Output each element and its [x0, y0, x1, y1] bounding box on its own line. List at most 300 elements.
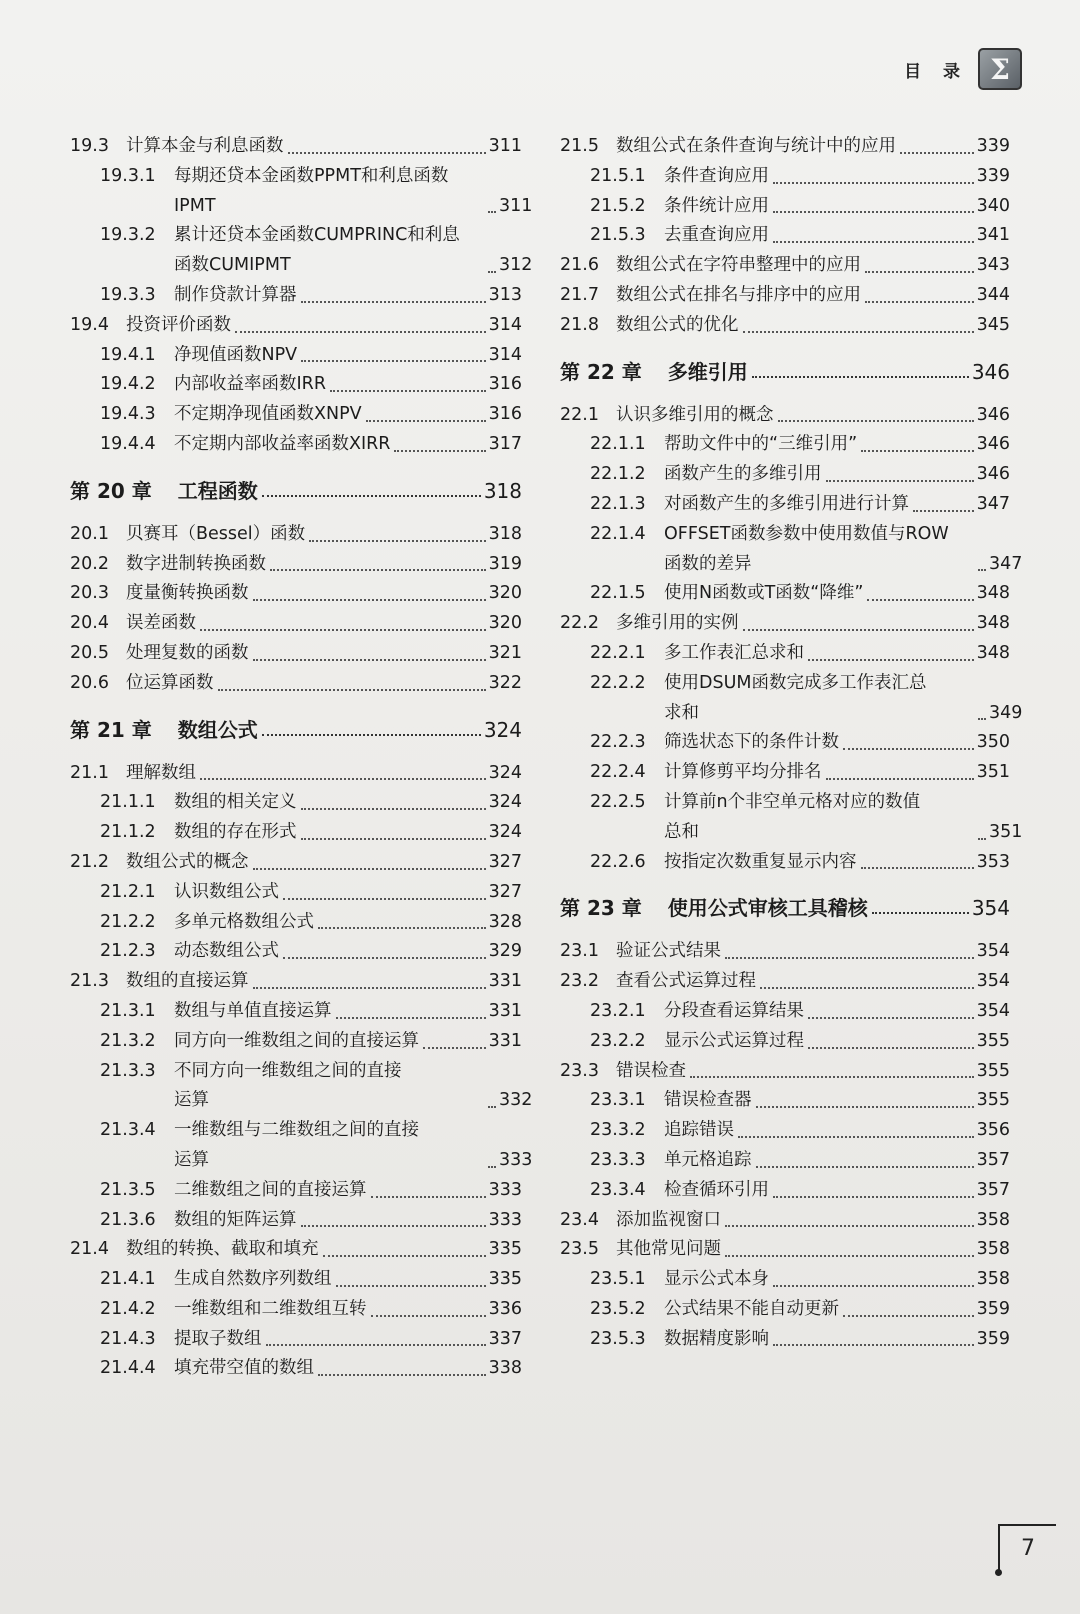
entry-page: 357 — [976, 1179, 1010, 1200]
entry-page: 353 — [976, 851, 1010, 872]
entry-number: 19.4.2 — [100, 374, 156, 395]
chapter-number: 第 22 章 — [560, 359, 642, 384]
dot-leader — [301, 1225, 486, 1227]
subsection-entry — [70, 221, 533, 281]
subsection-entry — [70, 1027, 522, 1057]
section-entry — [70, 759, 522, 789]
dot-leader — [756, 1166, 974, 1168]
entry-page: 355 — [976, 1060, 1010, 1081]
entry-page: 318 — [488, 523, 522, 544]
dot-leader — [270, 569, 486, 571]
entry-number: 21.1.1 — [100, 792, 156, 813]
dot-leader — [318, 927, 486, 929]
dot-leader — [865, 271, 974, 273]
entry-continuation — [100, 251, 532, 281]
entry-title: 数组公式在排名与排序中的应用 — [616, 284, 861, 305]
entry-title: 数组公式的优化 — [616, 314, 739, 335]
entry-page: 356 — [976, 1120, 1010, 1141]
entry-page: 335 — [488, 1269, 522, 1290]
entry-page: 351 — [976, 762, 1010, 783]
entry-number: 23.5.2 — [590, 1298, 646, 1319]
entry-page: 346 — [976, 404, 1010, 425]
dot-leader — [336, 1017, 486, 1019]
entry-title: 筛选状态下的条件计数 — [664, 732, 839, 753]
entry-page: 354 — [976, 971, 1010, 992]
section-entry — [560, 401, 1010, 431]
entry-title: 显示公式运算过程 — [664, 1030, 804, 1051]
dot-leader — [773, 1285, 974, 1287]
entry-title: 数组的转换、截取和填充 — [126, 1239, 319, 1260]
entry-page: 331 — [488, 1000, 522, 1021]
section-entry — [70, 520, 522, 550]
chapter-title: 使用公式审核工具稽核 — [667, 896, 868, 921]
subsection-entry — [70, 1354, 522, 1384]
subsection-entry — [560, 997, 1010, 1027]
subsection-entry — [70, 937, 522, 967]
section-entry — [560, 937, 1010, 967]
dot-leader — [808, 1047, 974, 1049]
dot-leader — [773, 241, 974, 243]
entry-number: 20.1 — [70, 523, 109, 544]
entry-title: 位运算函数 — [126, 672, 214, 693]
sigma-icon: Σ — [978, 48, 1022, 90]
entry-page: 343 — [976, 255, 1010, 276]
entry-title: 不定期内部收益率函数XIRR — [174, 433, 391, 454]
dot-leader — [330, 390, 486, 392]
entry-page: 320 — [488, 613, 522, 634]
section-entry — [70, 579, 522, 609]
entry-page: 358 — [976, 1269, 1010, 1290]
entry-title: 计算修剪平均分排名 — [664, 762, 822, 783]
subsection-entry — [70, 1176, 522, 1206]
entry-number: 21.1.2 — [100, 822, 156, 843]
entry-number: 22.1.5 — [590, 583, 646, 604]
section-entry — [70, 848, 522, 878]
dot-leader — [778, 420, 974, 422]
subsection-entry — [560, 758, 1010, 788]
section-entry — [70, 550, 522, 580]
entry-title: 生成自然数序列数组 — [174, 1269, 332, 1290]
entry-title-cont: IPMT — [174, 195, 216, 216]
entry-title: 一维数组与二维数组之间的直接 — [174, 1120, 419, 1141]
dot-leader — [235, 331, 486, 333]
subsection-entry — [70, 1295, 522, 1325]
entry-number: 22.2.6 — [590, 851, 646, 872]
subsection-entry — [70, 1057, 533, 1117]
entry-number: 23.1 — [560, 941, 599, 962]
entry-number: 20.5 — [70, 642, 109, 663]
section-entry — [70, 669, 522, 699]
subsection-entry — [560, 669, 1023, 729]
subsection-entry — [70, 878, 522, 908]
dot-leader — [743, 629, 974, 631]
entry-page: 322 — [488, 672, 522, 693]
toc-left-column — [70, 132, 533, 1384]
entry-page: 311 — [499, 195, 533, 216]
entry-page: 344 — [976, 284, 1010, 305]
subsection-entry — [70, 341, 522, 371]
entry-page: 346 — [976, 434, 1010, 455]
entry-page: 359 — [976, 1298, 1010, 1319]
entry-number: 21.4.4 — [100, 1358, 156, 1379]
dot-leader — [301, 360, 485, 362]
entry-number: 21.7 — [560, 284, 599, 305]
entry-page: 311 — [488, 136, 522, 156]
entry-number: 23.2 — [560, 971, 599, 992]
entry-number: 21.3.5 — [100, 1179, 156, 1200]
chapter-heading — [560, 357, 1010, 387]
entry-continuation — [100, 192, 532, 222]
subsection-entry — [70, 281, 522, 311]
dot-leader — [752, 376, 969, 378]
dot-leader — [262, 734, 481, 736]
page-corner-dot — [995, 1569, 1002, 1576]
dot-leader — [253, 987, 486, 989]
entry-title: 多单元格数组公式 — [174, 911, 314, 932]
entry-number: 21.3.6 — [100, 1209, 156, 1230]
dot-leader — [843, 748, 974, 750]
entry-number: 23.3.1 — [590, 1090, 646, 1111]
entry-number: 21.5.3 — [590, 225, 646, 246]
subsection-entry — [70, 788, 522, 818]
chapter-title: 多维引用 — [667, 359, 748, 384]
entry-title: 净现值函数NPV — [174, 344, 298, 365]
entry-number: 23.3.3 — [590, 1149, 646, 1170]
entry-title: 二维数组之间的直接运算 — [174, 1179, 367, 1200]
entry-title: 追踪错误 — [664, 1120, 734, 1141]
dot-leader — [872, 912, 969, 914]
entry-title: 数据精度影响 — [664, 1328, 769, 1349]
dot-leader — [366, 420, 486, 422]
entry-title: 错误检查 — [616, 1060, 686, 1081]
dot-leader — [861, 450, 973, 452]
entry-number: 21.6 — [560, 255, 599, 276]
entry-title: 按指定次数重复显示内容 — [664, 851, 857, 872]
entry-number: 22.1 — [560, 404, 599, 425]
chapter-page: 346 — [971, 359, 1010, 384]
entry-title: 度量衡转换函数 — [126, 583, 249, 604]
entry-title: 贝赛耳（Bessel）函数 — [126, 523, 306, 544]
entry-title: 不同方向一维数组之间的直接 — [174, 1060, 402, 1081]
entry-number: 23.5.1 — [590, 1269, 646, 1290]
entry-title: 检查循环引用 — [664, 1179, 769, 1200]
entry-number: 23.3 — [560, 1060, 599, 1081]
entry-page: 358 — [976, 1239, 1010, 1260]
dot-leader — [218, 689, 486, 691]
entry-title: 错误检查器 — [664, 1090, 752, 1111]
entry-page: 357 — [976, 1149, 1010, 1170]
entry-number: 22.2.2 — [590, 672, 646, 693]
entry-number: 19.3 — [70, 136, 109, 156]
subsection-entry — [560, 430, 1010, 460]
entry-number: 21.5.1 — [590, 165, 646, 186]
dot-leader — [301, 808, 486, 810]
entry-number: 22.2.4 — [590, 762, 646, 783]
entry-page: 355 — [976, 1030, 1010, 1051]
entry-number: 19.3.1 — [100, 165, 156, 186]
subsection-entry — [70, 162, 533, 222]
entry-page: 354 — [976, 1000, 1010, 1021]
entry-title: 同方向一维数组之间的直接运算 — [174, 1030, 419, 1051]
subsection-entry — [560, 1146, 1010, 1176]
entry-page: 346 — [976, 464, 1010, 485]
entry-number: 22.2.5 — [590, 791, 646, 812]
entry-number: 22.2 — [560, 613, 599, 634]
section-entry — [70, 1235, 522, 1265]
entry-title: OFFSET函数参数中使用数值与ROW — [664, 523, 949, 544]
dot-leader — [200, 778, 486, 780]
dot-leader — [394, 450, 485, 452]
entry-page: 329 — [488, 941, 522, 962]
entry-page: 351 — [989, 821, 1023, 842]
entry-page: 314 — [488, 344, 522, 365]
entry-number: 21.1 — [70, 762, 109, 783]
subsection-entry — [560, 728, 1010, 758]
entry-number: 22.1.3 — [590, 493, 646, 514]
subsection-entry — [560, 848, 1010, 878]
entry-page: 347 — [976, 493, 1010, 514]
dot-leader — [266, 1344, 486, 1346]
entry-title: 多维引用的实例 — [616, 613, 739, 634]
dot-leader — [488, 271, 496, 273]
dot-leader — [773, 182, 974, 184]
subsection-entry — [560, 460, 1010, 490]
entry-title: 填充带空值的数组 — [174, 1358, 314, 1379]
section-entry — [560, 1057, 1010, 1087]
entry-page: 314 — [488, 314, 522, 335]
entry-title: 函数产生的多维引用 — [664, 464, 822, 485]
subsection-entry — [70, 997, 522, 1027]
chapter-heading — [70, 476, 522, 506]
dot-leader — [913, 510, 974, 512]
entry-page: 333 — [488, 1179, 522, 1200]
section-entry — [560, 132, 1010, 162]
entry-title: 数组公式在条件查询与统计中的应用 — [616, 136, 896, 156]
dot-leader — [725, 1225, 974, 1227]
subsection-entry — [560, 1176, 1010, 1206]
entry-title: 多工作表汇总求和 — [664, 642, 804, 663]
entry-title-cont: 求和 — [664, 702, 699, 723]
dot-leader — [760, 987, 974, 989]
entry-number: 21.4.2 — [100, 1298, 156, 1319]
entry-page: 333 — [488, 1209, 522, 1230]
entry-page: 317 — [488, 433, 522, 454]
entry-number: 21.4.1 — [100, 1269, 156, 1290]
entry-title: 不定期净现值函数XNPV — [174, 404, 362, 425]
entry-continuation — [590, 699, 1022, 729]
entry-title-cont: 函数的差异 — [664, 553, 752, 574]
chapter-number: 第 23 章 — [560, 896, 642, 921]
subsection-entry — [560, 490, 1010, 520]
chapter-number: 第 20 章 — [70, 478, 152, 503]
entry-page: 332 — [499, 1090, 533, 1111]
entry-number: 21.5 — [560, 136, 599, 156]
dot-leader — [900, 152, 974, 154]
entry-number: 19.3.2 — [100, 225, 156, 246]
dot-leader — [262, 495, 481, 497]
entry-number: 19.4.3 — [100, 404, 156, 425]
entry-title: 计算前n个非空单元格对应的数值 — [664, 791, 921, 812]
subsection-entry — [70, 818, 522, 848]
entry-continuation — [590, 818, 1022, 848]
entry-page: 336 — [488, 1298, 522, 1319]
subsection-entry — [560, 221, 1010, 251]
entry-title-cont: 函数CUMIPMT — [174, 255, 291, 276]
entry-number: 21.2.2 — [100, 911, 156, 932]
entry-page: 354 — [976, 941, 1010, 962]
dot-leader — [690, 1076, 974, 1078]
entry-title-cont: 运算 — [174, 1090, 209, 1111]
entry-number: 22.1.1 — [590, 434, 646, 455]
entry-title: 误差函数 — [126, 613, 196, 634]
section-entry — [70, 311, 522, 341]
subsection-entry — [560, 1116, 1010, 1146]
entry-title: 内部收益率函数IRR — [174, 374, 326, 395]
entry-title: 对函数产生的多维引用进行计算 — [664, 493, 909, 514]
entry-title: 去重查询应用 — [664, 225, 769, 246]
entry-title: 分段查看运算结果 — [664, 1000, 804, 1021]
dot-leader — [826, 778, 974, 780]
entry-title: 数组的存在形式 — [174, 822, 297, 843]
subsection-entry — [70, 1116, 533, 1176]
dot-leader — [318, 1374, 486, 1376]
section-entry — [560, 609, 1010, 639]
entry-number: 23.3.4 — [590, 1179, 646, 1200]
entry-title: 累计还贷本金函数CUMPRINC和利息 — [174, 225, 460, 246]
entry-title: 动态数组公式 — [174, 941, 279, 962]
entry-continuation — [590, 550, 1022, 580]
subsection-entry — [560, 520, 1023, 580]
dot-leader — [725, 957, 974, 959]
chapter-heading — [560, 893, 1010, 923]
entry-page: 349 — [989, 702, 1023, 723]
entry-page: 327 — [488, 881, 522, 902]
entry-number: 22.2.3 — [590, 732, 646, 753]
entry-page: 331 — [488, 971, 522, 992]
entry-number: 22.1.2 — [590, 464, 646, 485]
entry-number: 22.1.4 — [590, 523, 646, 544]
entry-title: 提取子数组 — [174, 1328, 262, 1349]
dot-leader — [253, 659, 486, 661]
entry-title: 认识数组公式 — [174, 881, 279, 902]
entry-page: 355 — [976, 1090, 1010, 1111]
chapter-page: 318 — [483, 478, 522, 503]
entry-page: 316 — [488, 374, 522, 395]
section-entry — [70, 609, 522, 639]
subsection-entry — [560, 788, 1023, 848]
entry-page: 338 — [488, 1358, 522, 1379]
subsection-entry — [560, 1265, 1010, 1295]
entry-page: 347 — [989, 553, 1023, 574]
entry-title: 数字进制转换函数 — [126, 553, 266, 574]
entry-page: 316 — [488, 404, 522, 425]
dot-leader — [253, 868, 486, 870]
dot-leader — [978, 718, 986, 720]
dot-leader — [283, 957, 486, 959]
entry-page: 328 — [488, 911, 522, 932]
dot-leader — [488, 211, 496, 213]
entry-title-cont: 运算 — [174, 1149, 209, 1170]
entry-number: 20.2 — [70, 553, 109, 574]
entry-page: 320 — [488, 583, 522, 604]
section-entry — [560, 1235, 1010, 1265]
entry-continuation — [100, 1086, 532, 1116]
entry-title: 处理复数的函数 — [126, 642, 249, 663]
entry-page: 348 — [976, 642, 1010, 663]
entry-page: 321 — [488, 642, 522, 663]
entry-number: 23.2.2 — [590, 1030, 646, 1051]
page-header — [904, 48, 1022, 90]
dot-leader — [867, 599, 973, 601]
section-entry — [560, 1206, 1010, 1236]
entry-title: 条件统计应用 — [664, 195, 769, 216]
chapter-heading — [70, 715, 522, 745]
subsection-entry — [70, 430, 522, 460]
subsection-entry — [560, 579, 1010, 609]
entry-title: 数组与单值直接运算 — [174, 1000, 332, 1021]
entry-number: 23.4 — [560, 1209, 599, 1230]
entry-page: 341 — [976, 225, 1010, 246]
entry-title: 使用DSUM函数完成多工作表汇总 — [664, 672, 927, 693]
entry-number: 21.3.4 — [100, 1120, 156, 1141]
dot-leader — [808, 659, 974, 661]
entry-page: 324 — [488, 822, 522, 843]
entry-title: 验证公式结果 — [616, 941, 721, 962]
entry-title: 理解数组 — [126, 762, 196, 783]
entry-page: 313 — [488, 284, 522, 305]
entry-number: 21.3.2 — [100, 1030, 156, 1051]
subsection-entry — [560, 162, 1010, 192]
entry-title: 数组的直接运算 — [126, 971, 249, 992]
entry-number: 20.4 — [70, 613, 109, 634]
entry-number: 22.2.1 — [590, 642, 646, 663]
entry-page: 324 — [488, 762, 522, 783]
subsection-entry — [70, 908, 522, 938]
dot-leader — [738, 1136, 974, 1138]
toc-header-title: 目 录 — [904, 61, 968, 82]
chapter-number: 第 21 章 — [70, 717, 152, 742]
entry-page: 331 — [488, 1030, 522, 1051]
entry-page: 348 — [976, 613, 1010, 634]
entry-page: 350 — [976, 732, 1010, 753]
entry-title: 条件查询应用 — [664, 165, 769, 186]
subsection-entry — [70, 400, 522, 430]
entry-title: 公式结果不能自动更新 — [664, 1298, 839, 1319]
dot-leader — [336, 1285, 486, 1287]
dot-leader — [773, 1344, 974, 1346]
dot-leader — [826, 480, 974, 482]
chapter-title: 数组公式 — [177, 717, 258, 742]
entry-title: 帮助文件中的“三维引用” — [664, 434, 858, 455]
dot-leader — [371, 1315, 486, 1317]
entry-title-cont: 总和 — [664, 821, 699, 842]
dot-leader — [200, 629, 486, 631]
dot-leader — [423, 1047, 486, 1049]
subsection-entry — [560, 1325, 1010, 1355]
subsection-entry — [560, 192, 1010, 222]
entry-number: 21.2.1 — [100, 881, 156, 902]
entry-page: 358 — [976, 1209, 1010, 1230]
entry-number: 23.5 — [560, 1239, 599, 1260]
dot-leader — [978, 569, 986, 571]
dot-leader — [861, 867, 974, 869]
entry-page: 327 — [488, 851, 522, 872]
dot-leader — [288, 152, 486, 154]
entry-number: 19.4.1 — [100, 344, 156, 365]
entry-number: 21.2.3 — [100, 941, 156, 962]
dot-leader — [488, 1166, 496, 1168]
entry-number: 19.3.3 — [100, 284, 156, 305]
